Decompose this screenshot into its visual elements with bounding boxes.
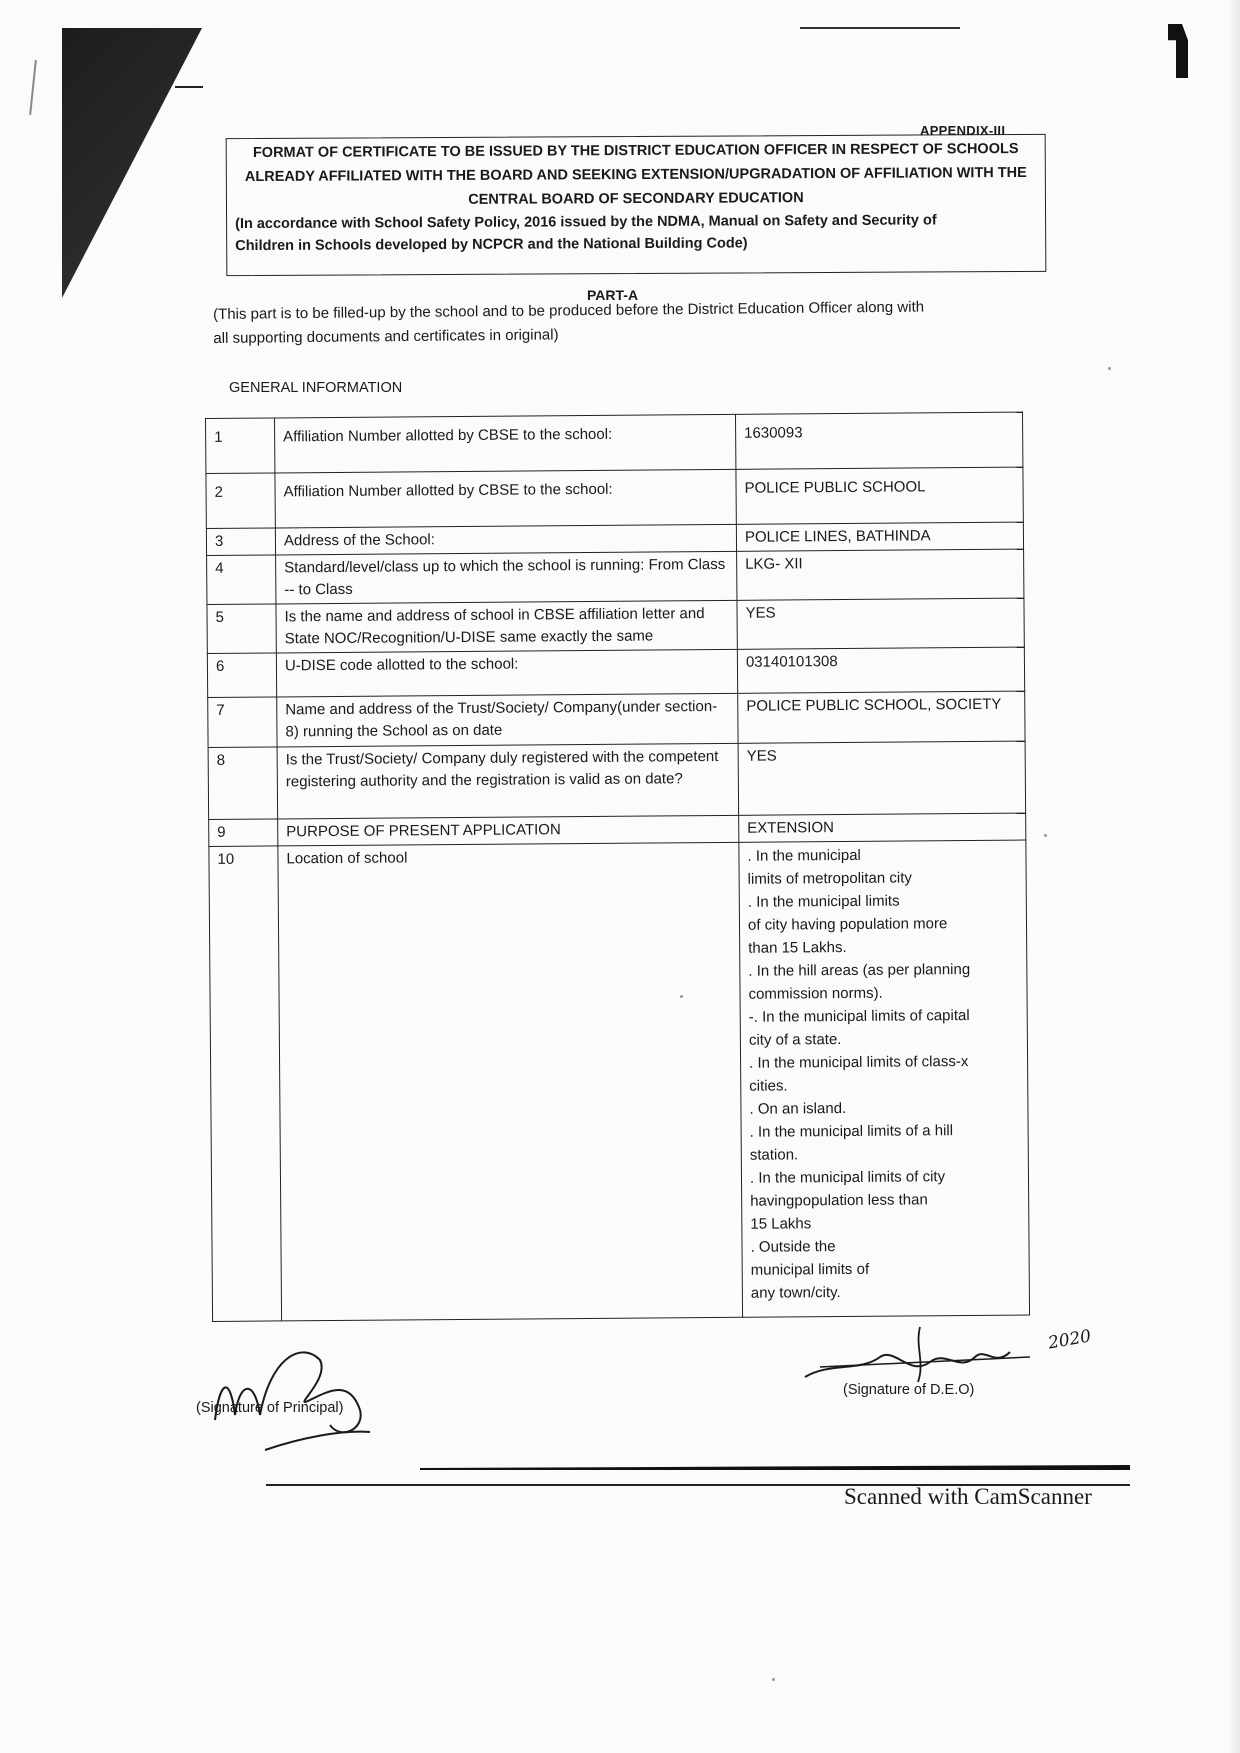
location-option-line: -. In the municipal limits of capital [748,1007,970,1026]
row-label: PURPOSE OF PRESENT APPLICATION [278,815,739,846]
location-option-line: city of a state. [748,1031,842,1049]
row-value: YES [738,741,1026,815]
row-number: 9 [209,819,278,847]
row-number: 8 [208,747,278,820]
header-line-3: CENTRAL BOARD OF SECONDARY EDUCATION [468,190,804,208]
location-option-line: commission norms). [748,984,883,1003]
location-options [739,840,1030,1317]
scan-speck [772,1678,775,1681]
header-line-4: (In accordance with School Safety Policy, 2016 issued by the NDMA, Manual on Safety and Security of [235,212,937,233]
location-option-line: . In the municipal limits of a hill [749,1122,954,1141]
part-a-title: PART-A [587,287,639,303]
row-number: 10 [209,846,282,1322]
scan-speck [1108,367,1111,370]
table-row [209,840,1030,1321]
row-label: Address of the School: [275,524,736,555]
appendix-label: APPENDIX-III [920,123,1006,138]
location-option-line: . In the municipal limits of class-x [749,1053,969,1072]
row-number: 7 [208,697,277,748]
row-value: POLICE PUBLIC SCHOOL, SOCIETY [738,691,1025,743]
header-line-2: ALREADY AFFILIATED WITH THE BOARD AND SEEKING EXTENSION/UPGRADATION OF AFFILIATION WITH THE [244,164,1027,186]
row-number: 3 [206,528,275,556]
general-information-table [205,412,1030,1322]
scan-speck [680,995,683,998]
table-row [207,647,1024,697]
scan-corner-tick [175,86,203,88]
location-option-line: station. [749,1146,799,1164]
principal-signature-label: (Signature of Principal) [196,1400,344,1416]
location-option-line: . On an island. [749,1099,847,1118]
table-row [206,467,1023,528]
header-line-1: FORMAT OF CERTIFICATE TO BE ISSUED BY THE DISTRICT EDUCATION OFFICER IN RESPECT OF SCHOOLS [252,140,1019,162]
location-option-line: . Outside the [750,1238,836,1256]
principal-signature-scrawl [200,1320,390,1455]
scan-speck [1044,834,1047,837]
scan-corner-shadow [62,28,202,298]
part-a-description [213,295,1013,351]
scan-top-rule [800,27,960,29]
row-value: YES [737,598,1024,649]
row-number: 4 [207,555,276,605]
scan-edge-mark [29,60,37,115]
table-row [207,598,1024,653]
row-label: Affiliation Number allotted by CBSE to the school: [275,469,736,528]
row-label: Is the Trust/Society/ Company duly registered with the competent registering authority and the registration is valid as on date? [277,743,739,819]
row-number: 5 [207,604,276,654]
location-option-line: . In the municipal [747,846,861,865]
row-label: Affiliation Number allotted by CBSE to the school: [275,414,736,473]
location-option-line: any town/city. [750,1284,841,1302]
deo-signature-label: (Signature of D.E.O) [843,1382,975,1398]
location-option-line: 15 Lakhs [750,1215,812,1233]
row-value: LKG- XII [737,549,1024,600]
row-label: Name and address of the Trust/Society/ Company(under section-8) running the School as on date [277,693,738,747]
row-label: Standard/level/class up to which the school is running: From Class -- to Class [276,551,737,604]
certificate-header-box [226,134,1047,276]
row-value: EXTENSION [739,813,1026,842]
location-option-line: than 15 Lakhs. [748,938,847,957]
row-value: POLICE PUBLIC SCHOOL [736,467,1023,524]
row-number: 6 [207,653,276,698]
table-row [206,412,1023,473]
location-option-line: of city having population more [747,915,948,934]
table-row [207,549,1024,604]
row-label: Is the name and address of school in CBSE affiliation letter and State NOC/Recognition/U-DISE same exactly the same [276,600,737,653]
location-option-line: municipal limits of [750,1260,870,1279]
row-label: Location of school [278,842,743,1321]
deo-signature-date: 2020 [1046,1326,1093,1354]
camscanner-footer: Scanned with CamScanner [844,1484,1092,1509]
table-row [208,691,1025,747]
general-information-heading: GENERAL INFORMATION [229,380,403,396]
row-number: 2 [206,473,275,529]
table-row [208,741,1026,819]
location-option-line: cities. [749,1077,788,1095]
location-option-line: havingpopulation less than [750,1191,928,1210]
part-a-desc-line-1: (This part is to be filled-up by the school and to be produced before the District Education Officer along with [213,298,925,323]
row-value: POLICE LINES, BATHINDA [736,522,1023,551]
header-line-5: Children in Schools developed by NCPCR and the National Building Code) [235,235,748,255]
location-option-line: . In the municipal limits of city [749,1168,946,1187]
location-option-line: . In the hill areas (as per planning [748,961,971,980]
scan-right-edge [1230,0,1240,1753]
scan-black-mark [1168,24,1188,78]
location-option-line: . In the municipal limits [747,892,900,911]
row-number: 1 [206,418,275,474]
row-label: U-DISE code allotted to the school: [276,649,737,697]
footer-thick-rule [420,1465,1130,1470]
part-a-desc-line-2: all supporting documents and certificates in original) [213,326,559,347]
row-value: 1630093 [735,412,1022,469]
location-option-line: limits of metropolitan city [747,869,912,888]
row-value: 03140101308 [737,647,1024,693]
